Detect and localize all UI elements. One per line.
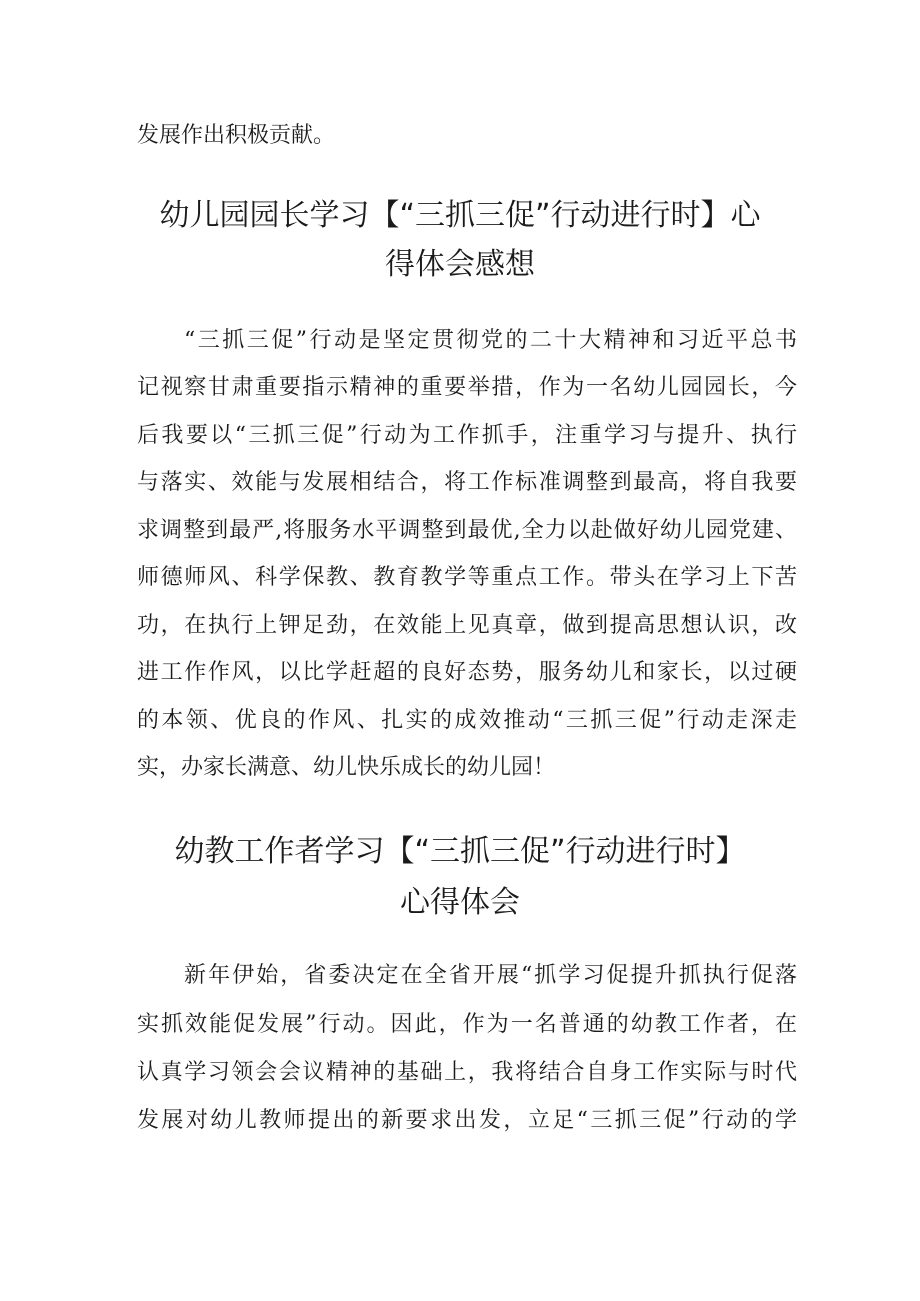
section2-title-line1: 幼教工作者学习【“三抓三促”行动进行时】 [174, 834, 746, 869]
paragraph-line: 记视察甘肃重要指示精神的重要举措，作为一名幼儿园园长，今 [137, 375, 797, 400]
paragraph-line: “三抓三促”行动是坚定贯彻党的二十大精神和习近平总书 [184, 328, 797, 353]
paragraph-line: 进工作作风，以比学赶超的良好态势，服务幼儿和家长，以过硬 [137, 660, 797, 685]
paragraph-line: 的本领、优良的作风、扎实的成效推动“三抓三促”行动走深走 [137, 708, 797, 733]
section1-title-line2: 得体会感想 [385, 247, 535, 282]
paragraph-line: 实抓效能促发展”行动。因此，作为一名普通的幼教工作者，在 [137, 1012, 797, 1037]
paragraph-line: 求调整到最严,将服务水平调整到最优,全力以赴做好幼儿园党建、 [137, 518, 797, 543]
paragraph-line: 实，办家长满意、幼儿快乐成长的幼儿园！ [137, 755, 556, 780]
paragraph-line: 后我要以“三抓三促”行动为工作抓手，注重学习与提升、执行 [137, 423, 797, 448]
paragraph-line: 发展对幼儿教师提出的新要求出发，立足“三抓三促”行动的学 [137, 1108, 797, 1133]
paragraph-line: 认真学习领会会议精神的基础上，我将结合自身工作实际与时代 [137, 1060, 797, 1085]
paragraph-line: 师德师风、科学保教、教育教学等重点工作。带头在学习上下苦 [137, 565, 797, 590]
paragraph-line: 新年伊始，省委决定在全省开展“抓学习促提升抓执行促落 [184, 963, 797, 988]
section2-title-line2: 心得体会 [400, 885, 520, 920]
paragraph-line: 与落实、效能与发展相结合，将工作标准调整到最高，将自我要 [137, 470, 797, 495]
paragraph-line: 功，在执行上钾足劲，在效能上见真章，做到提高思想认识，改 [137, 613, 797, 638]
continuation-line: 发展作出积极贡献。 [137, 123, 336, 148]
section1-title-line1: 幼儿园园长学习【“三抓三促”行动进行时】心 [159, 198, 761, 233]
